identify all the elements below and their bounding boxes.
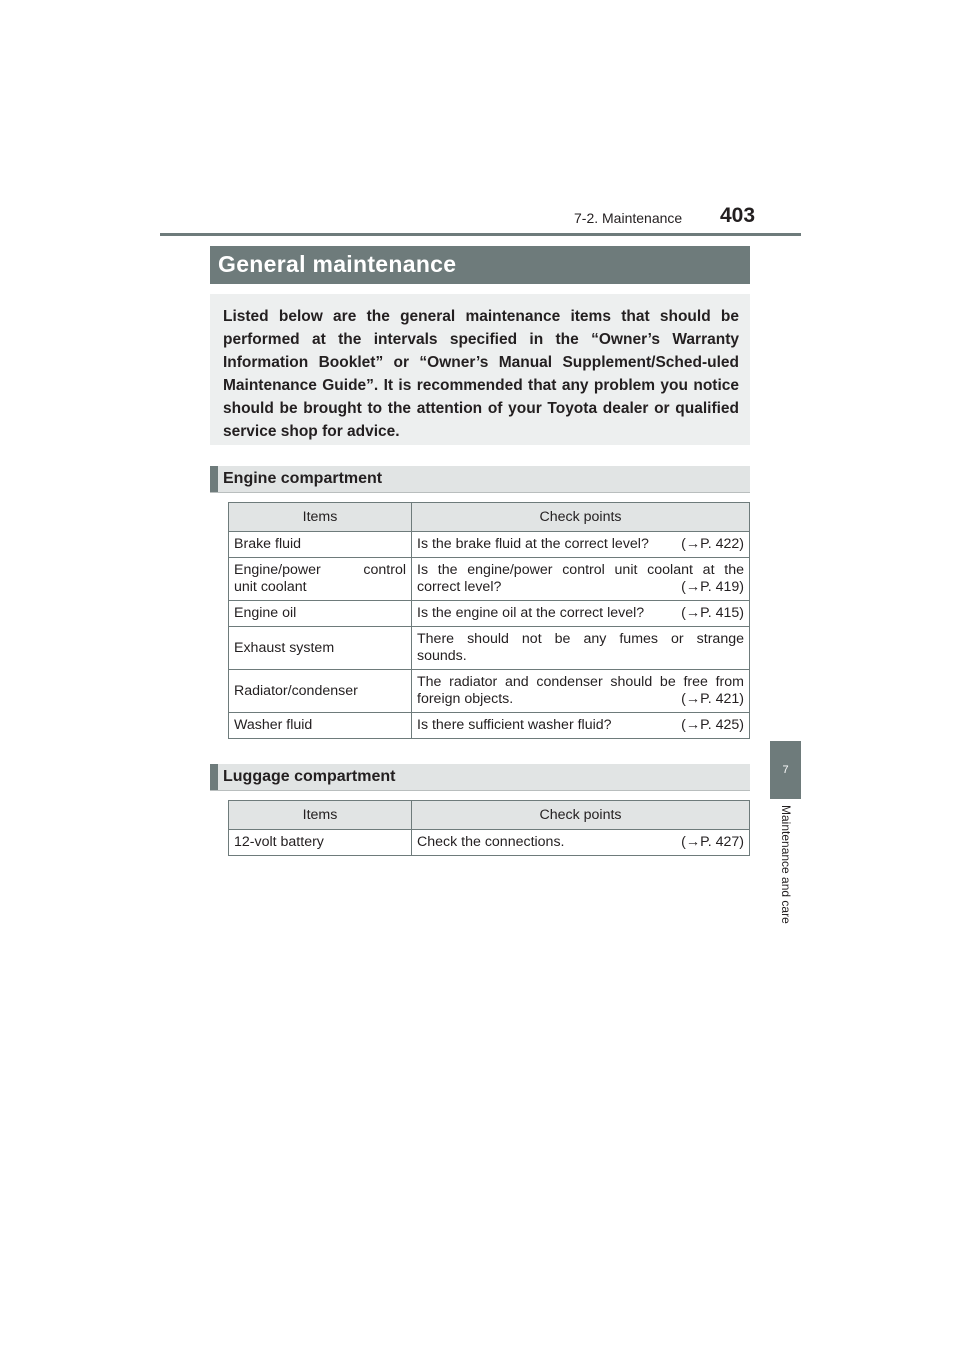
check-text: Is the engine oil at the correct level? <box>417 605 645 621</box>
table-header-row <box>229 503 750 532</box>
check-text-line: correct level? <box>417 579 502 595</box>
column-header-items: Items <box>229 801 412 830</box>
item-cell: Brake fluid <box>229 532 412 558</box>
chapter-label <box>740 805 830 955</box>
check-text-line: There should not be any fumes or strange <box>417 631 744 647</box>
check-text: Is the brake fluid at the correct level? <box>417 536 649 552</box>
header-section: 7-2. Maintenance <box>574 210 683 226</box>
item-cell: Radiator/condenser <box>229 670 412 713</box>
header-rule <box>160 233 801 236</box>
check-cell <box>412 532 750 558</box>
item-text-line: unit coolant <box>234 579 307 595</box>
check-text-line: foreign objects. <box>417 691 514 707</box>
table-row <box>229 830 750 856</box>
page-number: 403 <box>720 204 756 227</box>
engine-table <box>228 502 750 739</box>
check-cell <box>412 713 750 739</box>
check-text: Check the connections. <box>417 834 565 850</box>
engine-heading-text: Engine compartment <box>223 470 383 487</box>
chapter-number: 7 <box>782 764 789 776</box>
item-cell: Exhaust system <box>229 627 412 670</box>
intro-text: Listed below are the general maintenance items that should be performed at the intervals specified in the “Owner’s Warranty Information Booklet” or “Owner’s Manual Supplement/Sched-uled Maintenance Guide”. It is recommended that any problem you notice should be brought to the attention of your Toyota dealer or qualified service shop for advice. <box>223 308 739 440</box>
table-header-row <box>229 801 750 830</box>
table-row <box>229 558 750 601</box>
page-reference[interactable]: (→P. 427) <box>681 834 744 850</box>
check-text: Is there sufficient washer fluid? <box>417 717 612 733</box>
page-reference[interactable]: (→P. 425) <box>681 717 744 733</box>
item-cell: 12-volt battery <box>229 830 412 856</box>
column-header-check-points: Check points <box>412 801 750 830</box>
engine-section-heading <box>210 466 750 493</box>
check-cell <box>412 830 750 856</box>
item-cell: Washer fluid <box>229 713 412 739</box>
check-text-line: The radiator and condenser should be free from <box>417 674 744 690</box>
table-row <box>229 670 750 713</box>
check-cell <box>412 670 750 713</box>
chapter-tab[interactable] <box>770 741 801 799</box>
intro-box <box>210 294 750 445</box>
column-header-items: Items <box>229 503 412 532</box>
check-cell <box>412 627 750 670</box>
check-text-line: Is the engine/power control unit coolant at the <box>417 562 744 578</box>
table-row <box>229 532 750 558</box>
page-reference[interactable]: (→P. 422) <box>681 536 744 552</box>
page-title: General maintenance <box>218 251 457 277</box>
page-reference[interactable]: (→P. 415) <box>681 605 744 621</box>
check-cell <box>412 558 750 601</box>
luggage-section-heading <box>210 764 750 791</box>
item-cell: Engine oil <box>229 601 412 627</box>
chapter-label-text: Maintenance and care <box>779 805 793 924</box>
item-cell <box>229 558 412 601</box>
check-cell <box>412 601 750 627</box>
page-reference[interactable]: (→P. 421) <box>681 691 744 707</box>
table-row <box>229 601 750 627</box>
check-text-line: sounds. <box>417 648 467 664</box>
page-reference[interactable]: (→P. 419) <box>681 579 744 595</box>
table-row <box>229 627 750 670</box>
luggage-table <box>228 800 750 856</box>
table-row <box>229 713 750 739</box>
column-header-check-points: Check points <box>412 503 750 532</box>
page-title-bar <box>210 246 750 284</box>
luggage-heading-text: Luggage compartment <box>223 768 396 785</box>
item-text-line: Engine/power control <box>234 562 406 578</box>
